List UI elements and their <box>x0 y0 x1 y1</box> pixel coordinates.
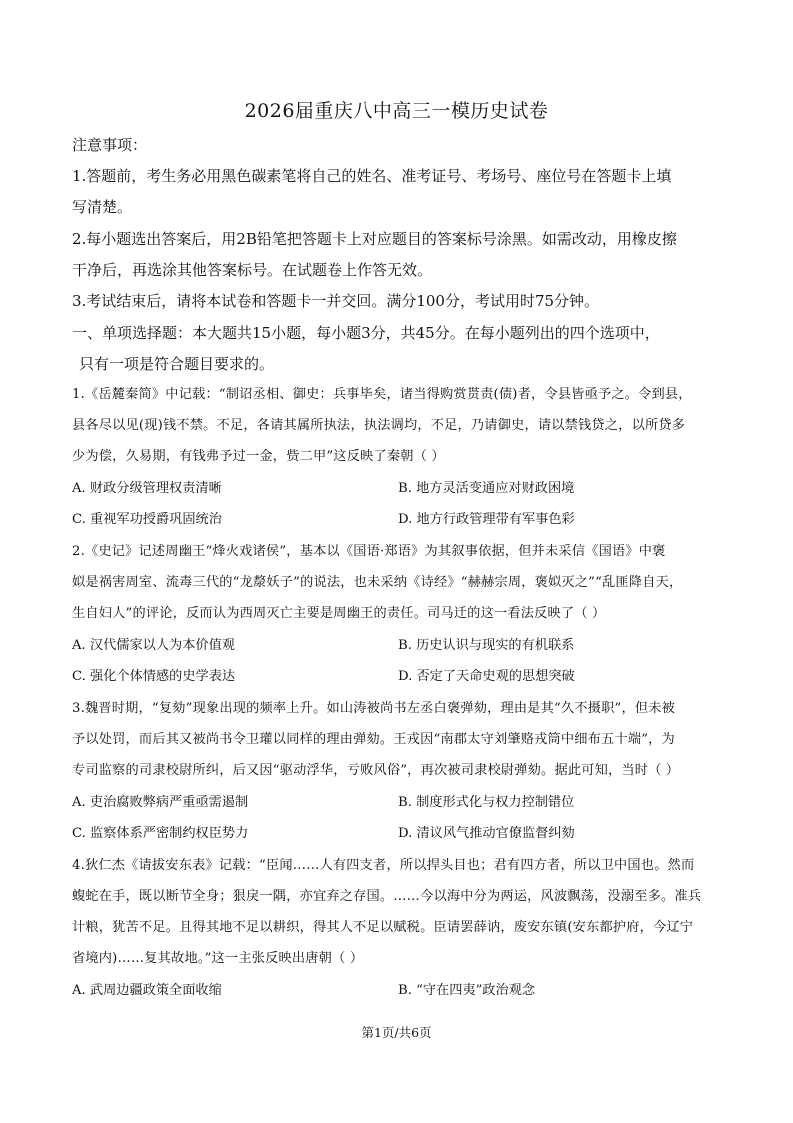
question-1-option-c: C. 重视军功授爵巩固统治 <box>72 512 222 527</box>
section-instructions-line-1: 一、单项选择题：本大题共15小题，每小题3分，共45分。在每小题列出的四个选项中， <box>72 324 660 342</box>
note-2-line-2: 干净后，再选涂其他答案标号。在试题卷上作答无效。 <box>72 261 433 279</box>
question-1-line-1: 1.《岳麓秦简》中记载：“制诏丞相、御史：兵事毕矣，诸当得购赏贳责(债)者，令县皆亟予之。令到县， <box>72 387 692 402</box>
question-1-option-b: B. 地方灵活变通应对财政困境 <box>398 481 575 496</box>
note-1-line-1: 1.答题前，考生务必用黑色碳素笔将自己的姓名、准考证号、考场号、座位号在答题卡上填 <box>72 167 672 185</box>
question-3-option-d: D. 清议风气推动官僚监督纠劾 <box>398 826 575 841</box>
question-2-option-d: D. 否定了天命史观的思想突破 <box>398 669 575 684</box>
question-3-line-2: 予以处罚，而后其又被尚书令卫瓘以同样的理由弹劾。王戎因“南郡太守刘肇赂戎筒中细布五十端”，为 <box>72 732 675 747</box>
question-4-line-4: 省境内)……复其故地。”这一主张反映出唐朝（ ） <box>72 951 364 966</box>
question-2-option-a: A. 汉代儒家以人为本价值观 <box>72 638 235 653</box>
question-4-line-2: 蝮蛇在手，既以断节全身；狠戾一隅，亦宜弃之存国。……今以海中分为两运，风波飘荡，没溺至多。准兵 <box>72 889 702 904</box>
question-4-option-b: B. “守在四夷”政治观念 <box>398 983 536 998</box>
question-3-line-3: 专司监察的司隶校尉所纠，后又因“驱动浮华，亏败风俗”，再次被司隶校尉弹劾。据此可知，当时（ ） <box>72 763 680 778</box>
question-3-option-c: C. 监察体系严密制约权臣势力 <box>72 826 249 841</box>
question-3-option-b: B. 制度形式化与权力控制错位 <box>398 795 575 810</box>
question-2-option-c: C. 强化个体情感的史学表达 <box>72 669 236 684</box>
note-1-line-2: 写清楚。 <box>72 198 133 216</box>
question-2-option-b: B. 历史认识与现实的有机联系 <box>398 638 575 653</box>
page-number-footer: 第1页/共6页 <box>361 1025 432 1040</box>
question-4-line-1: 4.狄仁杰《请拔安东表》记载：“臣闻……人有四支者，所以捍头目也；君有四方者，所以卫中国也。然而 <box>72 858 695 873</box>
question-2-line-1: 2.《史记》记述周幽王“烽火戏诸侯”，基本以《国语·郑语》为其叙事依据，但并未采信《国语》中褒 <box>72 544 666 559</box>
question-3-option-a: A. 吏治腐败弊病严重亟需遏制 <box>72 795 249 810</box>
question-1-line-3: 少为偿，久易期，有钱弗予过一金，赀二甲”这反映了秦朝（ ） <box>72 449 445 464</box>
question-2-line-3: 生自妇人”的评论，反而认为西周灭亡主要是周幽王的责任。司马迁的这一看法反映了（ ） <box>72 606 606 621</box>
question-2-line-2: 姒是祸害周室、流毒三代的“龙漦妖子”的说法，也未采纳《诗经》“赫赫宗周，褒姒灭之”“乱匪降自天， <box>72 575 683 590</box>
question-1-line-2: 县各尽以见(现)钱不禁。不足，各请其属所执法，执法调均，不足，乃请御史，请以禁钱贷之，以所贷多 <box>72 418 686 433</box>
note-3: 3.考试结束后，请将本试卷和答题卡一并交回。满分100分，考试用时75分钟。 <box>72 292 600 310</box>
notes-heading: 注意事项： <box>72 136 148 154</box>
question-1-option-a: A. 财政分级管理权责清晰 <box>72 481 222 496</box>
section-instructions-line-2: 只有一项是符合题目要求的。 <box>79 355 275 373</box>
page-title: 2026届重庆八中高三一模历史试卷 <box>244 100 549 122</box>
note-2-line-1: 2.每小题选出答案后，用2B铅笔把答题卡上对应题目的答案标号涂黑。如需改动，用橡皮擦 <box>72 230 677 248</box>
question-3-line-1: 3.魏晋时期，“复劾”现象出现的频率上升。如山涛被尚书左丞白褒弹劾，理由是其“久不摄职”，但未被 <box>72 701 676 716</box>
question-1-option-d: D. 地方行政管理带有军事色彩 <box>398 512 575 527</box>
question-4-line-3: 计粮，犹苦不足。且得其地不足以耕织，得其人不足以赋税。臣请罢薛讷，废安东镇(安东都护府，今辽宁 <box>72 920 694 935</box>
question-4-option-a: A. 武周边疆政策全面收缩 <box>72 983 222 998</box>
